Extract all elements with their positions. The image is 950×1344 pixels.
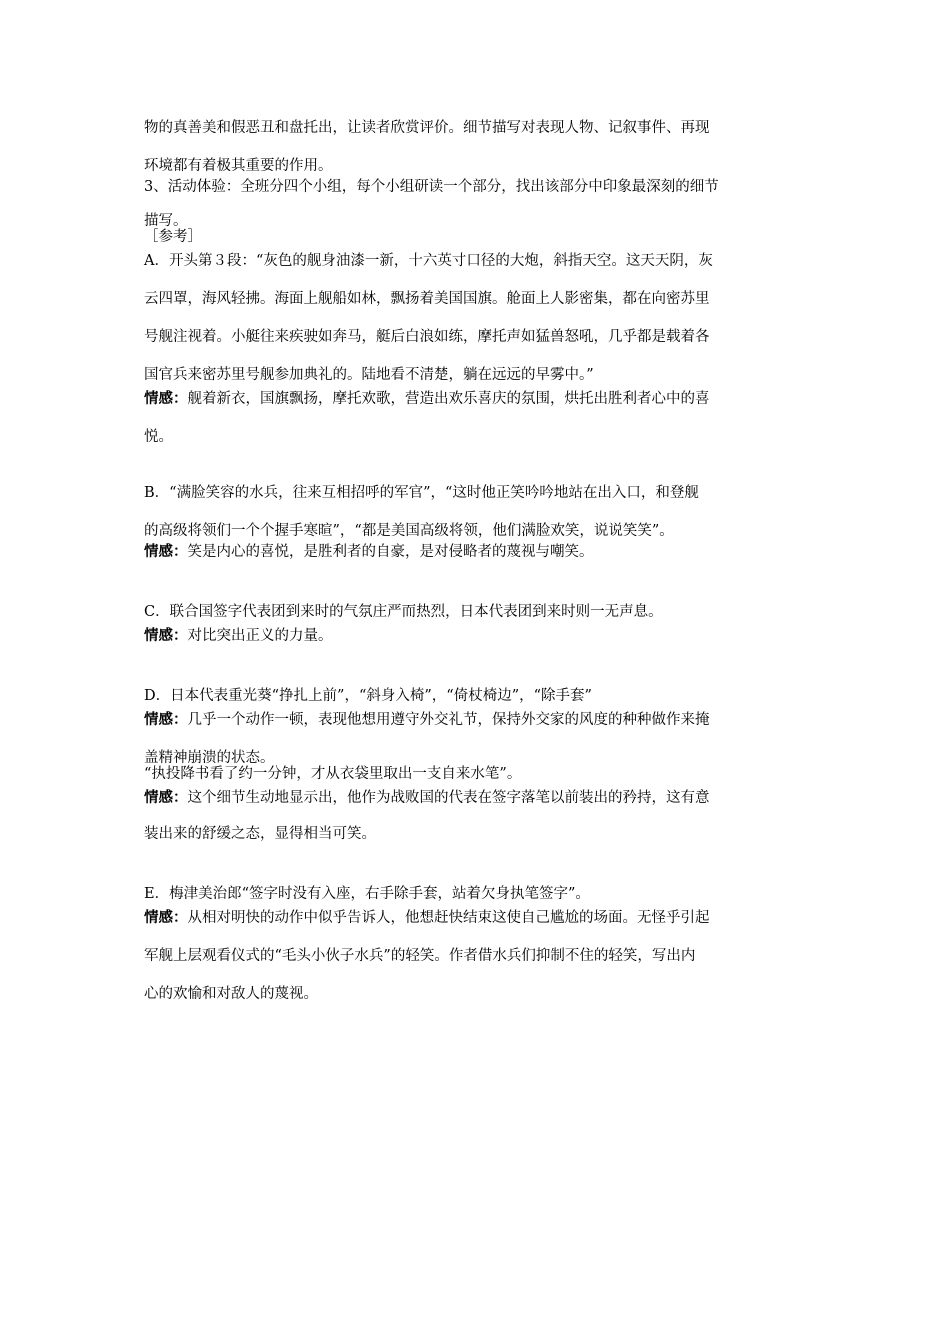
emotion-text: 对比突出正义的力量。 bbox=[187, 628, 333, 644]
emotion-label: 情感： bbox=[144, 790, 188, 806]
emotion-text: 从相对明快的动作中似乎告诉人，他想赶快结束这使自己尴尬的场面。无怪乎引起 bbox=[187, 910, 710, 926]
emotion-label: 情感： bbox=[144, 544, 188, 560]
emotion-label: 情感： bbox=[144, 712, 188, 728]
text-line bbox=[144, 788, 812, 808]
text-line bbox=[144, 542, 812, 562]
text-line: 云四罩，海风轻拂。海面上舰船如林，飘扬着美国国旗。舱面上人影密集，都在向密苏里 bbox=[144, 291, 710, 307]
emotion-text: 这个细节生动地显示出，他作为战败国的代表在签字落笔以前装出的矜持，这有意 bbox=[187, 790, 710, 806]
emotion-label: 情感： bbox=[144, 628, 188, 644]
text-line: “执投降书看了约一分钟，才从衣袋里取出一支自来水笔”。 bbox=[144, 766, 522, 782]
emotion-text: 几乎一个动作一顿，表现他想用遵守外交礼节，保持外交家的风度的种种做作来掩 bbox=[187, 712, 710, 728]
text-line: ［参考］ bbox=[144, 229, 202, 245]
text-line: 心的欢愉和对敌人的蔑视。 bbox=[144, 986, 318, 1002]
text-line bbox=[144, 908, 812, 928]
text-line: 国官兵来密苏里号舰参加典礼的。陆地看不清楚，躺在远远的早雾中。” bbox=[144, 367, 594, 383]
text-line: 物的真善美和假恶丑和盘托出，让读者欣赏评价。细节描写对表现人物、记叙事件、再现 bbox=[144, 120, 710, 136]
emotion-text: 笑是内心的喜悦，是胜利者的自豪，是对侵略者的蔑视与嘲笑。 bbox=[187, 544, 594, 560]
text-line: 号舰注视着。小艇往来疾驶如奔马，艇后白浪如练，摩托声如猛兽怒吼，几乎都是载着各 bbox=[144, 329, 710, 345]
text-line: 环境都有着极其重要的作用。 bbox=[144, 158, 333, 174]
text-line bbox=[144, 626, 812, 646]
text-line: 军舰上层观看仪式的“毛头小伙子水兵”的轻笑。作者借水兵们抑制不住的轻笑，写出内 bbox=[144, 948, 696, 964]
emotion-text: 舰着新衣，国旗飘扬，摩托欢歌，营造出欢乐喜庆的氛围，烘托出胜利者心中的喜 bbox=[187, 391, 710, 407]
text-line: A．开头第３段：“灰色的舰身油漆一新，十六英寸口径的大炮，斜指天空。这天天阴，灰 bbox=[144, 253, 713, 269]
text-line: 3、活动体验：全班分四个小组，每个小组研读一个部分，找出该部分中印象最深刻的细节 bbox=[144, 179, 719, 195]
document-page bbox=[144, 118, 812, 1004]
text-line: 盖精神崩溃的状态。 bbox=[144, 750, 275, 766]
text-line: 的高级将领们一个个握手寒暄”，“都是美国高级将领，他们满脸欢笑，说说笑笑”。 bbox=[144, 523, 674, 539]
emotion-label: 情感： bbox=[144, 391, 188, 407]
text-line: B．“满脸笑容的水兵，往来互相招呼的军官”，“这时他正笑吟吟地站在出入口，和登舰 bbox=[144, 485, 699, 501]
text-line: 装出来的舒缓之态，显得相当可笑。 bbox=[144, 826, 376, 842]
text-line: E．梅津美治郎“签字时没有入座，右手除手套，站着欠身执笔签字”。 bbox=[144, 886, 590, 902]
text-line: 描写。 bbox=[144, 213, 188, 229]
text-line: C．联合国签字代表团到来时的气氛庄严而热烈，日本代表团到来时则一无声息。 bbox=[144, 604, 663, 620]
text-line bbox=[144, 710, 812, 730]
emotion-label: 情感： bbox=[144, 910, 188, 926]
text-line bbox=[144, 389, 812, 409]
text-line: 悦。 bbox=[144, 429, 173, 445]
text-line: D．日本代表重光葵“挣扎上前”，“斜身入椅”，“倚杖椅边”，“除手套” bbox=[144, 688, 592, 704]
